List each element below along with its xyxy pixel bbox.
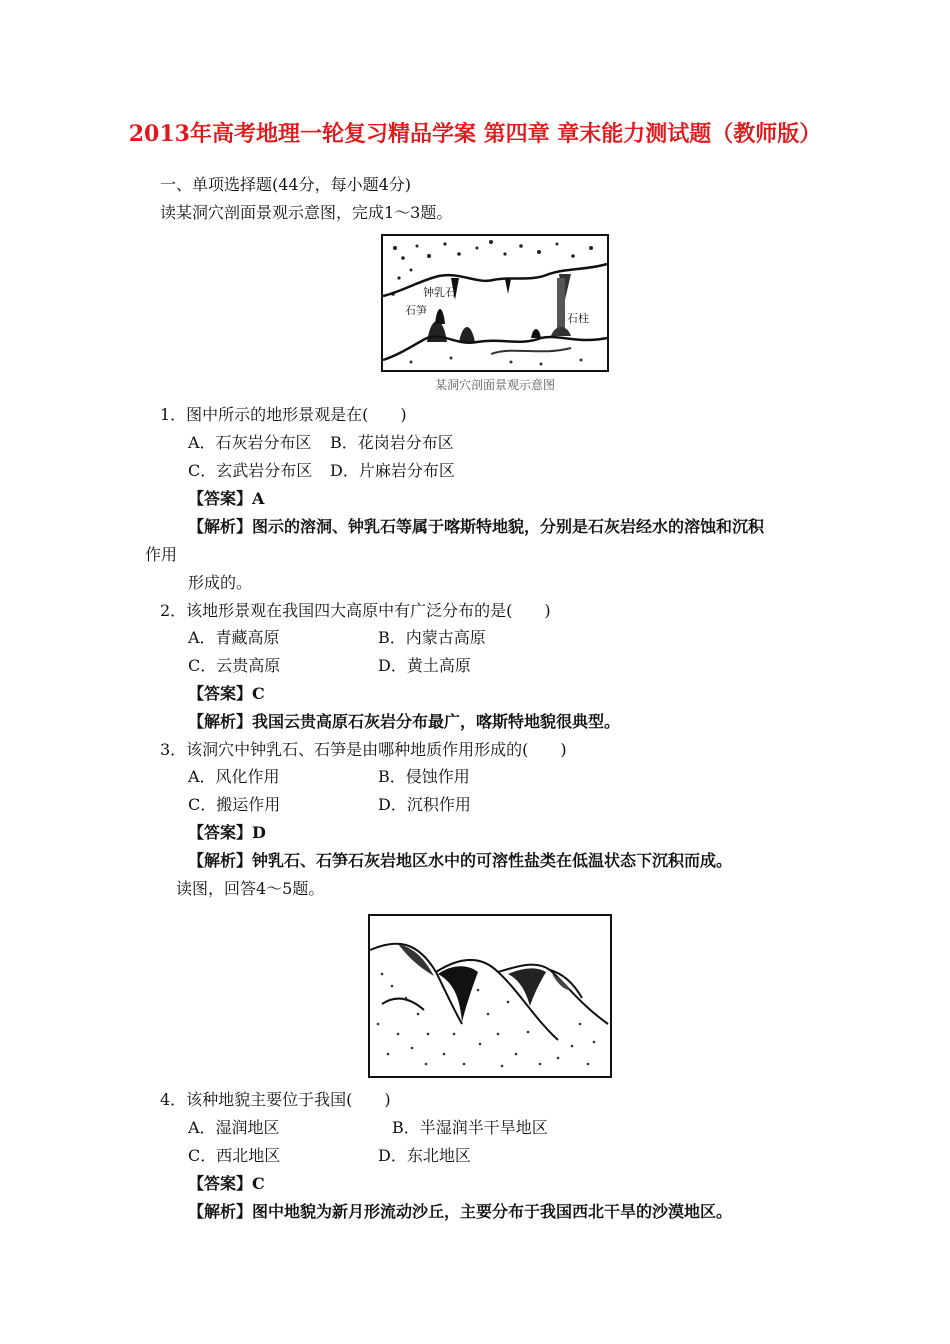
cave-profile-figure bbox=[381, 234, 609, 394]
q2-option-c: C．云贵高原 bbox=[188, 656, 281, 675]
q1-answer: 【答案】A bbox=[188, 489, 265, 508]
q2-stem: 2．该地形景观在我国四大高原中有广泛分布的是( ) bbox=[160, 601, 551, 620]
q1-option-b: B．花岗岩分布区 bbox=[330, 433, 454, 452]
q4-option-d: D．东北地区 bbox=[378, 1146, 471, 1165]
q2-option-b: B．内蒙古高原 bbox=[378, 628, 486, 647]
q2-option-a: A．青藏高原 bbox=[188, 628, 280, 647]
figure-label-zhongrushi: 钟乳石 bbox=[423, 286, 456, 299]
q3-option-d: D．沉积作用 bbox=[378, 795, 471, 814]
page-title: 2013年高考地理一轮复习精品学案 第四章 章末能力测试题（教师版） bbox=[128, 121, 822, 147]
q1-stem: 1．图中所示的地形景观是在( ) bbox=[160, 405, 407, 424]
q4-option-b: B．半湿润半干旱地区 bbox=[392, 1118, 548, 1137]
q1-analysis-line3: 形成的。 bbox=[188, 573, 253, 592]
q3-option-a: A．风化作用 bbox=[188, 767, 280, 786]
figure-caption: 某洞穴剖面景观示意图 bbox=[434, 378, 555, 392]
q2-analysis: 【解析】我国云贵高原石灰岩分布最广，喀斯特地貌很典型。 bbox=[188, 712, 621, 731]
q1-analysis-line1: 【解析】图示的溶洞、钟乳石等属于喀斯特地貌，分别是石灰岩经水的溶蚀和沉积 bbox=[188, 517, 765, 536]
figure-label-shizhu: 石柱 bbox=[567, 312, 589, 325]
dune-figure bbox=[368, 914, 612, 1078]
intro-text-2: 读图，回答4～5题。 bbox=[176, 879, 325, 898]
q3-option-b: B．侵蚀作用 bbox=[378, 767, 470, 786]
q2-option-d: D．黄土高原 bbox=[378, 656, 471, 675]
q3-option-c: C．搬运作用 bbox=[188, 795, 281, 814]
q4-option-c: C．西北地区 bbox=[188, 1146, 281, 1165]
q3-answer: 【答案】D bbox=[188, 823, 266, 842]
q4-stem: 4．该种地貌主要位于我国( ) bbox=[160, 1090, 391, 1109]
q1-option-a: A．石灰岩分布区 bbox=[188, 433, 312, 452]
q3-analysis: 【解析】钟乳石、石笋石灰岩地区水中的可溶性盐类在低温状态下沉积而成。 bbox=[188, 851, 733, 870]
section-heading: 一、单项选择题(44分，每小题4分) bbox=[160, 175, 412, 194]
intro-text-1: 读某洞穴剖面景观示意图，完成1～3题。 bbox=[160, 203, 453, 222]
dune-image bbox=[368, 914, 612, 1078]
q1-option-c: C．玄武岩分布区 bbox=[188, 461, 313, 480]
q1-analysis-line2: 作用 bbox=[145, 545, 178, 564]
q4-option-a: A．湿润地区 bbox=[188, 1118, 280, 1137]
q3-stem: 3．该洞穴中钟乳石、石笋是由哪种地质作用形成的( ) bbox=[160, 740, 567, 759]
q1-option-d: D．片麻岩分布区 bbox=[330, 461, 455, 480]
figure-label-shisun: 石笋 bbox=[405, 304, 427, 317]
q4-analysis: 【解析】图中地貌为新月形流动沙丘，主要分布于我国西北干旱的沙漠地区。 bbox=[188, 1202, 733, 1221]
q2-answer: 【答案】C bbox=[188, 684, 265, 703]
q4-answer: 【答案】C bbox=[188, 1174, 265, 1193]
